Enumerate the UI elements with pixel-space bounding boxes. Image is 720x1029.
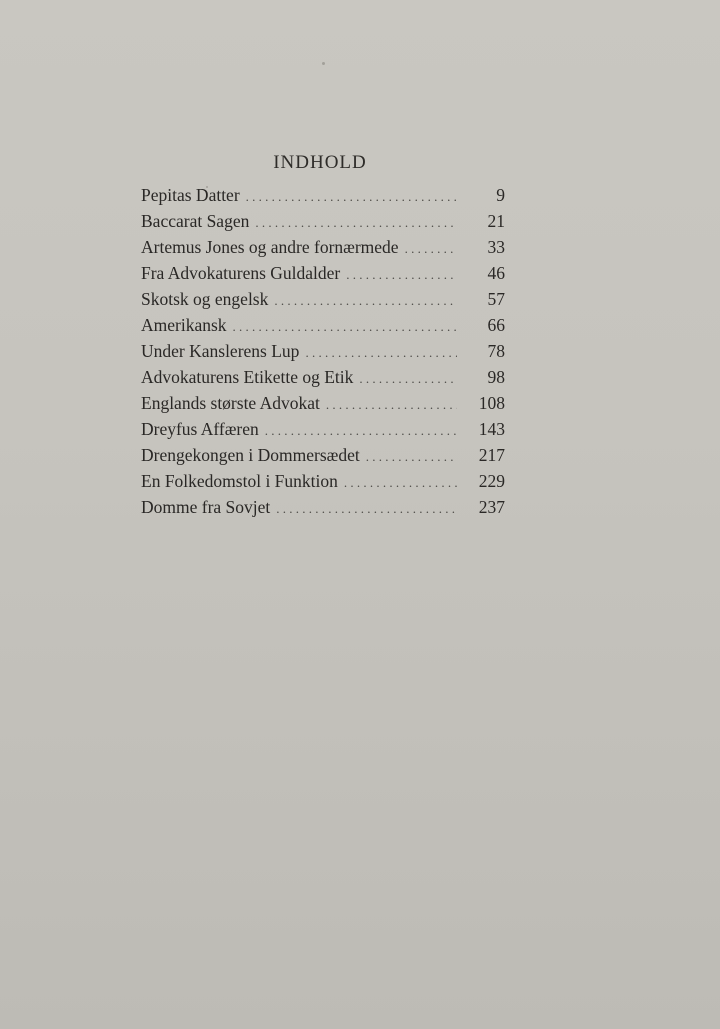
- paper-speck: [322, 62, 325, 65]
- toc-entry-title: Domme fra Sovjet: [141, 497, 271, 517]
- toc-entry-page: 217: [478, 445, 505, 465]
- toc-entry-page: 9: [496, 185, 505, 205]
- toc-entry-title: Amerikansk: [141, 315, 227, 335]
- toc-entry-page: 57: [487, 289, 505, 309]
- toc-entry-title: Skotsk og engelsk: [141, 289, 269, 309]
- toc-dot-leader: [344, 470, 457, 496]
- toc-dot-leader: [305, 340, 457, 366]
- toc-entry: [141, 286, 505, 312]
- toc-entry-page: 66: [487, 315, 505, 335]
- toc-entry-title: Advokaturens Etikette og Etik: [141, 367, 354, 387]
- toc-entry: [141, 364, 505, 390]
- toc-entry-title: Baccarat Sagen: [141, 211, 250, 231]
- toc-dot-leader: [265, 418, 457, 444]
- toc-dot-leader: [255, 210, 457, 236]
- toc-entry-title: Fra Advokaturens Guldalder: [141, 263, 341, 283]
- toc-entry-title: Pepitas Datter: [141, 185, 240, 205]
- toc-dot-leader: [233, 314, 457, 340]
- toc-entry-page: 229: [478, 471, 505, 491]
- toc-dot-leader: [346, 262, 457, 288]
- toc-dot-leader: [274, 288, 457, 314]
- toc-dot-leader: [246, 184, 457, 210]
- page-title: INDHOLD: [273, 152, 367, 173]
- toc-entry: [141, 312, 505, 338]
- toc-entry-title: Englands største Advokat: [141, 393, 320, 413]
- toc-entry: [141, 260, 505, 286]
- toc-dot-leader: [359, 366, 457, 392]
- toc-entry: [141, 182, 505, 208]
- toc-dot-leader: [276, 496, 457, 522]
- toc-entry-title: Drengekongen i Dommersædet: [141, 445, 360, 465]
- toc-dot-leader: [405, 236, 457, 262]
- toc-entry-page: 237: [478, 497, 505, 517]
- toc-entry-title: En Folkedomstol i Funktion: [141, 471, 338, 491]
- toc-entry-page: 33: [487, 237, 505, 257]
- toc-entry: [141, 468, 505, 494]
- toc-entry-title: Artemus Jones og andre fornærmede: [141, 237, 399, 257]
- toc-entry: [141, 234, 505, 260]
- toc-entry: [141, 338, 505, 364]
- toc-entry-page: 78: [487, 341, 505, 361]
- toc-entry-page: 46: [487, 263, 505, 283]
- toc-dot-leader: [366, 444, 457, 470]
- toc-entry: [141, 494, 505, 520]
- toc-entry-title: Under Kanslerens Lup: [141, 341, 300, 361]
- toc-entry: [141, 208, 505, 234]
- toc-entry: [141, 416, 505, 442]
- toc-dot-leader: [326, 392, 457, 418]
- toc-entry-page: 98: [487, 367, 505, 387]
- toc-entry-page: 21: [487, 211, 505, 231]
- table-of-contents: [141, 182, 505, 520]
- toc-entry-page: 143: [478, 419, 505, 439]
- toc-entry: [141, 442, 505, 468]
- toc-entry-title: Dreyfus Affæren: [141, 419, 259, 439]
- toc-entry-page: 108: [478, 393, 505, 413]
- toc-entry: [141, 390, 505, 416]
